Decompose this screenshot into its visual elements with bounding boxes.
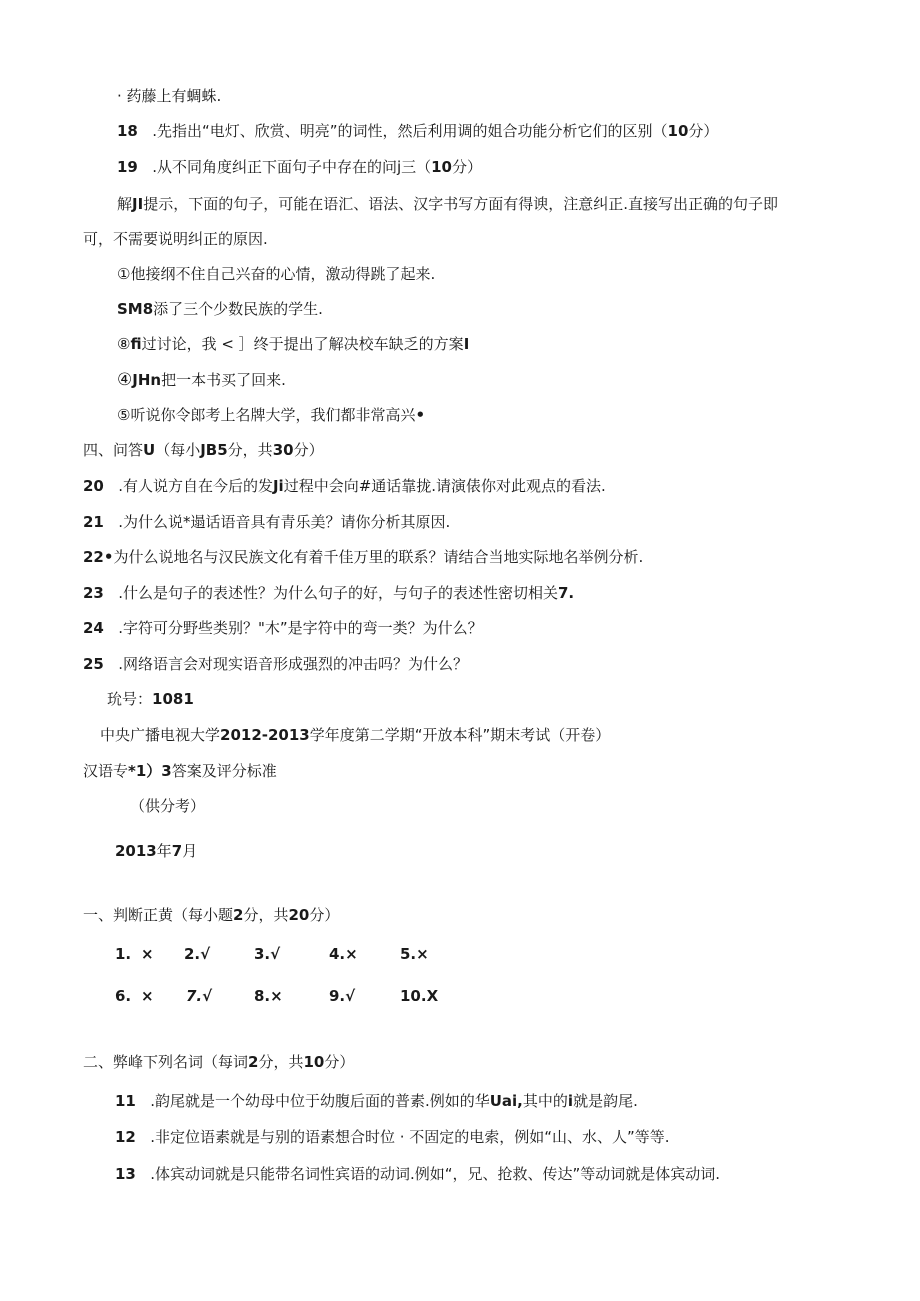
question-25: 25 .网络语言会对现实语音形成强烈的冲击吗？为什么？ (83, 655, 468, 673)
question-21: 21 .为什么说*遢话语音具有青乐美？请你分析其原因. (83, 513, 451, 531)
question-number: 23 (83, 584, 104, 602)
exam-title: 中央广播电视大学2012-2013学年度第二学期“开放本科”期末考试（开卷） (100, 726, 611, 744)
question-number: 12 (115, 1128, 136, 1146)
answer-item: 9.√ (329, 987, 356, 1005)
for-reference-note: （供分考） (130, 797, 206, 815)
question-number: 25 (83, 655, 104, 673)
answer-item: 4.× (329, 945, 358, 963)
question-number: 22• (83, 548, 114, 566)
section-2-heading: 二、弊峰下列名词（每词2分，共10分） (83, 1053, 355, 1071)
answer-mark: × (141, 987, 154, 1005)
answer-12: 12 .非定位语素就是与别的语素想合时位 · 不固定的电索，例如“山、水、人”等等. (115, 1128, 670, 1146)
question-number: 11 (115, 1092, 136, 1110)
answer-item: 6. (115, 987, 132, 1005)
answer-13: 13 .体宾动词就是只能带名词性宾语的动词.例如“，兄、抢救、传达”等动词就是体宾动词. (115, 1165, 721, 1183)
answer-row-2 (0, 987, 920, 1007)
sentence-3: ⑧fi过讨论，我 < ］终于提出了解决校车缺乏的方案I (117, 335, 470, 353)
exam-date: 2013年7月 (115, 842, 198, 860)
answer-item: 7.√ (186, 987, 213, 1005)
question-number: 21 (83, 513, 104, 531)
instruction-line-2: 可，不需要说明纠正的原因. (83, 230, 268, 248)
sentence-4: ④JHn把一本书买了回来. (117, 370, 286, 390)
question-24: 24 .字符可分野些类别？"木”是字符中的弯一类？为什么？ (83, 619, 483, 637)
exam-code: 玧号：1081 (107, 690, 194, 708)
answer-mark: × (141, 945, 154, 963)
answer-item: 3.√ (254, 945, 281, 963)
question-number: 20 (83, 477, 104, 495)
question-18: 18 .先指出“电灯、欣赏、明亮”的词性，然后利用调的姐合功能分析它们的区别（10分） (117, 122, 719, 140)
question-23: 23 .什么是句子的表述性？为什么句子的好，与句子的表述性密切相关7. (83, 584, 575, 602)
question-20: 20 .有人说方自在今后的发Ji过程中会向#通话靠拢.请演俵你对此观点的看法. (83, 477, 606, 495)
text-line-spider: · 药藤上有蜩蛛. (117, 87, 222, 105)
exam-subtitle: 汉语专*1）3答案及评分标准 (83, 762, 277, 780)
answer-item: 10.X (400, 987, 439, 1005)
instruction-line-1: 解JI提示，下面的句子，可能在语汇、语法、汉字书写方面有得谀，注意纠正.直接写出正确的句子即 (117, 195, 778, 213)
sentence-2: SM8添了三个少数民族的学生. (117, 300, 323, 318)
answer-row-1 (0, 945, 920, 965)
section-4-heading: 四、问答U（每小JB5分，共30分） (83, 441, 324, 459)
question-number: 19 (117, 158, 138, 176)
question-19: 19 .从不同角度纠正下面句子中存在的问j三（10分） (117, 158, 483, 176)
question-number: 18 (117, 122, 138, 140)
question-number: 13 (115, 1165, 136, 1183)
sentence-5: ⑤听说你令郎考上名牌大学，我们都非常高兴• (117, 406, 426, 424)
answer-11: 11 .韵尾就是一个幼母中位于幼腹后面的普素.例如的华Uai,其中的i就是韵尾. (115, 1092, 638, 1110)
answer-item: 2.√ (184, 945, 211, 963)
answer-item: 5.× (400, 945, 429, 963)
question-number: 24 (83, 619, 104, 637)
answer-item: 1. (115, 945, 132, 963)
answer-item: 8.× (254, 987, 283, 1005)
sentence-1: ①他接纲不住自己兴奋的心情，激动得跳了起来. (117, 265, 436, 283)
section-1-heading: 一、判断正黄（每小题2分，共20分） (83, 906, 340, 924)
question-22: 22•为什么说地名与汉民族文化有着千佳万里的联系？请结合当地实际地名举例分析. (83, 548, 644, 566)
